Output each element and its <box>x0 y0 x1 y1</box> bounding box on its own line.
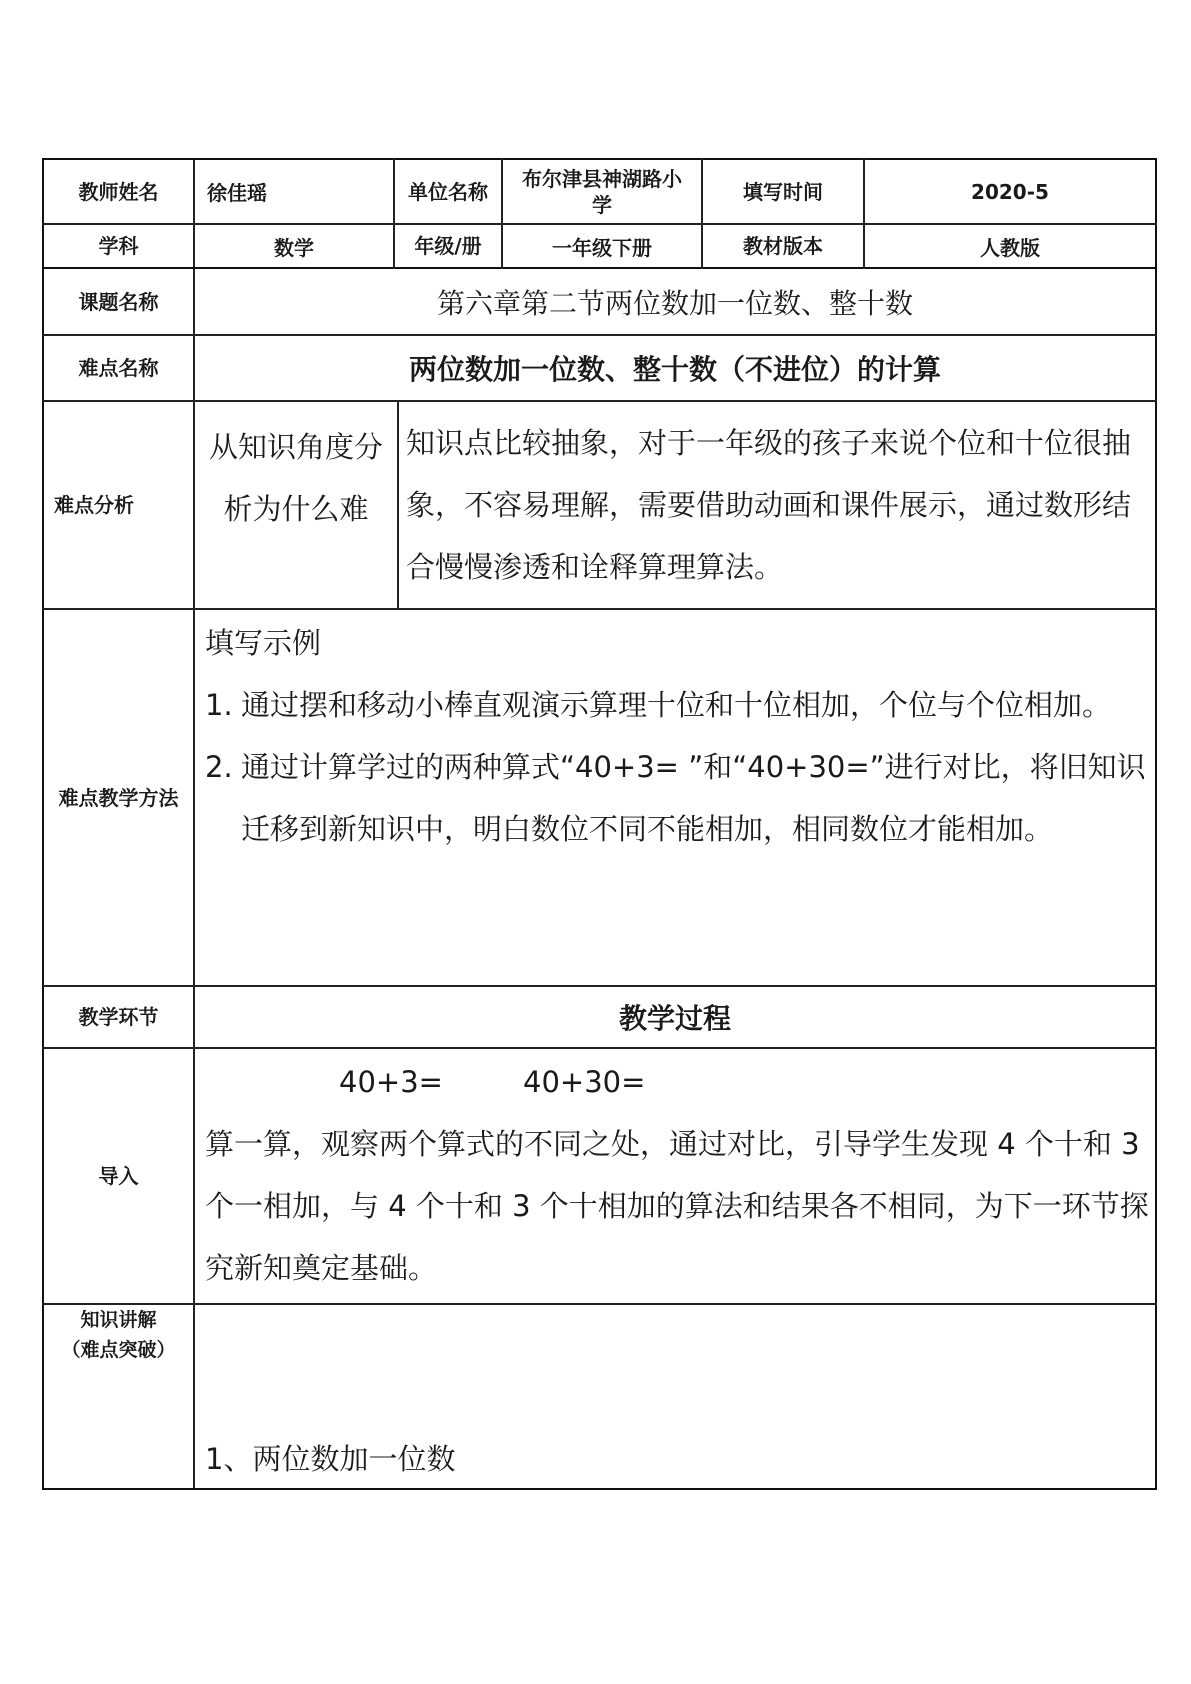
method-item-1-num: 1. <box>205 688 233 722</box>
analysis-divider <box>397 400 399 610</box>
knowledge-label-line1: 知识讲解 <box>80 1308 157 1331</box>
edition-value: 人教版 <box>980 235 1040 260</box>
table-border-right <box>1155 158 1157 1490</box>
intro-label: 导入 <box>98 1164 139 1188</box>
grade-label: 年级/册 <box>414 234 482 258</box>
row-line-4 <box>42 400 1157 402</box>
method-item-2-text: 通过计算学过的两种算式“40+3= ”和“40+30=”进行对比，将旧知识迁移到新知识中，明白数位不同不能相加，相同数位才能相加。 <box>241 750 1146 846</box>
fill-date-value: 2020-5 <box>971 179 1049 204</box>
intro-text: 算一算，观察两个算式的不同之处，通过对比，引导学生发现 4 个十和 3 个一相加，与 4 个十和 3 个十相加的算法和结果各不相同，为下一环节探究新知奠定基础。 <box>205 1127 1149 1285</box>
analysis-label: 难点分析 <box>54 493 134 517</box>
method-content <box>205 612 1151 984</box>
teacher-name-label: 教师姓名 <box>78 179 159 204</box>
method-item-2 <box>205 736 1151 860</box>
analysis-text: 知识点比较抽象，对于一年级的孩子来说个位和十位很抽象，不容易理解，需要借助动画和课件展示，通过数形结合慢慢渗透和诠释算理算法。 <box>406 426 1132 584</box>
analysis-sub-label: 从知识角度分析为什么难 <box>208 430 383 526</box>
topic-value: 第六章第二节两位数加一位数、整十数 <box>436 286 913 320</box>
unit-name-value: 布尔津县神湖路小学 <box>522 166 682 217</box>
method-item-2-num: 2. <box>205 750 233 784</box>
subject-label: 学科 <box>98 234 139 258</box>
row-line-5 <box>42 608 1157 610</box>
knowledge-label <box>44 1305 193 1365</box>
difficulty-value: 两位数加一位数、整十数（不进位）的计算 <box>408 353 941 386</box>
intro-formulas <box>205 1051 1151 1113</box>
method-example-title: 填写示例 <box>205 626 322 660</box>
row-line-7 <box>42 1047 1157 1049</box>
teacher-name-value: 徐佳瑶 <box>207 181 267 205</box>
unit-name-label: 单位名称 <box>408 179 488 204</box>
method-item-1 <box>205 674 1151 736</box>
method-item-1-text: 通过摆和移动小棒直观演示算理十位和十位相加，个位与个位相加。 <box>241 688 1112 722</box>
intro-formula-1: 40+3= <box>339 1065 443 1099</box>
intro-formula-2: 40+30= <box>523 1065 646 1099</box>
row-line-8 <box>42 1303 1157 1305</box>
topic-label: 课题名称 <box>78 289 159 314</box>
subject-value: 数学 <box>274 235 314 260</box>
process-value: 教学过程 <box>618 1002 731 1035</box>
intro-content <box>205 1051 1151 1301</box>
knowledge-item-1: 1、两位数加一位数 <box>205 1442 456 1476</box>
method-label: 难点教学方法 <box>58 785 179 810</box>
grade-value: 一年级下册 <box>552 235 652 260</box>
knowledge-label-line2: （难点突破） <box>61 1339 176 1361</box>
edition-label: 教材版本 <box>743 234 823 258</box>
process-label: 教学环节 <box>78 1005 159 1029</box>
fill-date-label: 填写时间 <box>743 179 823 204</box>
difficulty-label: 难点名称 <box>78 356 159 380</box>
